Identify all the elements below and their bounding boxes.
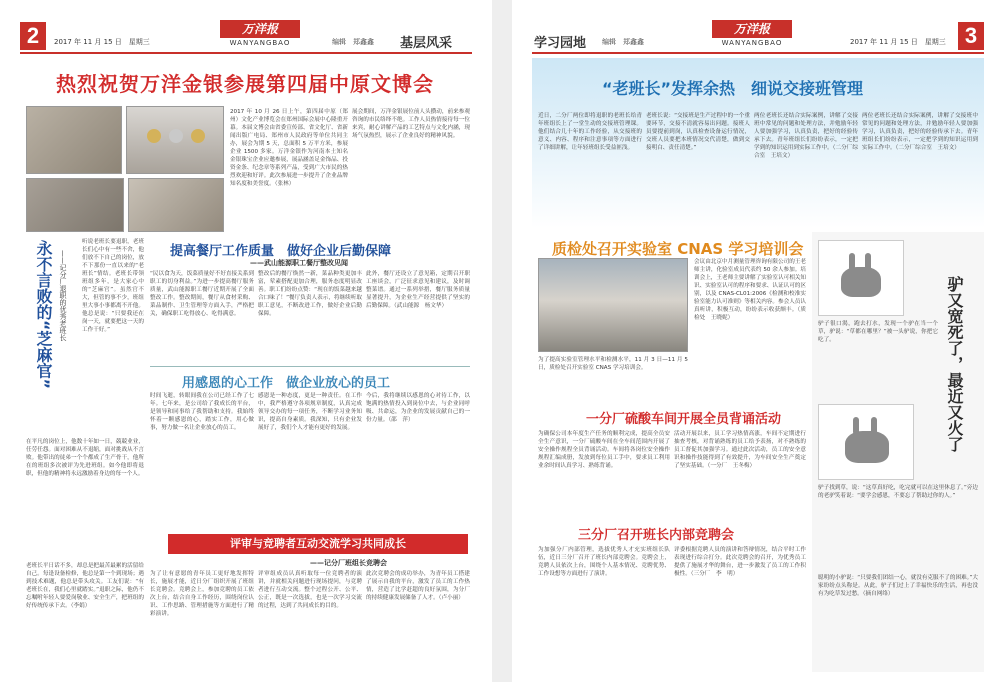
- gratitude-col3: 今后，我将继续以感恩的心对待工作，以饱满的热情投入到岗位中去，与企业同呼吸、共命运，为企业的发展贡献自己的一份力量。（邵 萍）: [366, 393, 470, 423]
- expo-photo-crowd: [128, 178, 224, 232]
- humor-text-3: 聪明的小驴说：“只要我们团结一心，就没有克服不了的困难。”大家纷纷点头称是。从此，驴子们过上了幸福快乐的生活，再也没有为吃草发过愁。（摘自网络）: [818, 575, 978, 597]
- election-subtitle: ——记分厂班组长竞聘会: [310, 559, 387, 567]
- right-section-name: 学习园地: [534, 36, 587, 51]
- veteran-col4: 两位老班长还结合实际案例，讲解了交接班中常见的问题和处理方法，并勉励年轻人要加强学习，认真负责，把好的经验传承下去。青年班组长们纷纷表示，一定把学到的知识运用到实际工作中。（二分厂综合室 王培文）: [862, 113, 978, 151]
- veteran-col2: 老班长说：“交接班是生产过程中的一个重要环节，交接不清就容易出问题。接班人员要提前到岗，认真检查设备运行情况，交班人员要把本班情况交代清楚，做到交接明白、责任清楚。”: [646, 113, 750, 151]
- cnas-body: 会议由北京中月测量管理咨询有限公司的王老师主讲，化验室成员代表约 50 余人参加。培训会上，王老师主要讲解了实验室认可相关知识、实验室认可的程序和要求、认证认可的区别，以及 CNAS-CL01:2006《检测和校准实验室能力认可准则》等相关内容。参会人员认真听讲，积极互动，纷纷表示收获颇丰。（质检处 王晓妮）: [694, 259, 806, 321]
- rule-canteen: [150, 366, 470, 367]
- canteen-col2: 整改后的餐厅焕然一新，菜品种类更加丰富，荤素搭配更加合理，服务态度明显改善。职工们纷纷点赞：“现在的饭菜越来越合口味了！”餐厅负责人表示，将继续听取职工意见，不断改进工作，做好企业后勤保障。: [258, 271, 362, 317]
- left-editor: 编辑 郑鑫鑫: [332, 38, 374, 46]
- branch3-col2: 评委根据竞聘人员的演讲和答辩情况，结合平时工作表现进行综合打分。此次竞聘会的召开，为优秀员工提供了施展才华的舞台，进一步激发了员工的工作积极性。（三分厂 李 明）: [674, 547, 806, 577]
- feature-story-col1: 听说老班长要退职，老班长们心中有一些不舍，他们放不下自己的岗位，放不下那份一直以来的“老班长”情结。老班长带领班组多年，是大家心中的“芝麻官”。虽然官不大，但管的事不少，班组里大事小事都离不开他。他总是说：“只要我还在岗一天，就要把这一天的工作干好。”: [82, 239, 144, 333]
- veteran-col3: 两位老班长还结合实际案例，讲解了交接班中常见的问题和处理方法，并勉励年轻人要加强学习，认真负责，把好的经验传承下去。青年班组长们纷纷表示，一定把学到的知识运用到实际工作中。（二分厂综合室 王培文）: [754, 113, 858, 159]
- election-col3: 此次竞聘会的成功举办，为青年员工搭建了展示自我的平台，激发了员工的工作热情，营造了比学赶超的良好氛围，为分厂的持续健康发展储备了人才。（卢小丽）: [366, 571, 470, 601]
- right-masthead: [712, 20, 792, 50]
- cnas-photo: [538, 258, 688, 352]
- expo-photo-visitors: [26, 106, 122, 174]
- expo-photo-booth: [26, 178, 124, 232]
- feature-story-col2: 在平凡的岗位上，他数十年如一日，兢兢业业，任劳任怨。面对困难从不退缩，面对挑战从不言败。他带出的徒弟一个个都成了生产骨干，他所在的班组多次被评为先进班组。如今他即将退职，但他的精神将永远激励着身边的每一个人。: [26, 439, 144, 477]
- election-banner: 评审与竞聘者互动交流学习共同成长: [168, 534, 468, 554]
- expo-photo-display: [126, 106, 224, 174]
- veteran-col1: 近日，二分厂两位即将退职的老班长给青年班组长上了一堂生动的交接班管理课。他们结合几十年的工作经验，从交接班的意义、内容、程序和注意事项等方面进行了详细讲解，让年轻班组长受益匪浅。: [538, 113, 642, 151]
- gratitude-col1: 时间飞逝，转眼间我在公司已经工作了七年。七年来，是公司给了我成长的平台，是领导和同事给了我帮助和支持。我始终怀着一颗感恩的心，踏实工作，用心做事，努力做一名让企业放心的员工。: [150, 393, 254, 431]
- expo-article-body-2: 展会期间，万洋金银展位前人头攒动，前来参观咨询的市民络绎不绝。工作人员热情接待每一位来宾，耐心讲解产品的工艺特点与文化内涵，现场气氛热烈，展示了企业良好的精神风貌。: [352, 109, 470, 139]
- canteen-title: 提高餐厅工作质量 做好企业后勤保障: [170, 244, 392, 259]
- expo-headline: 热烈祝贺万洋金银参展第四届中原文博会: [56, 72, 434, 96]
- sulfuric-col2: 活动开展以来，员工学习热情高涨，车间不定期进行抽查考核，对背诵熟练的员工给予表扬，对不熟练的员工督促其加强学习。通过此次活动，员工的安全意识和操作技能得到了有效提升，为车间安全生产奠定了坚实基础。（一分厂 王冬梅）: [674, 431, 806, 469]
- canteen-col1: “民以食为天，饭菜质量好不好直接关系到职工的切身利益。”为进一步提高餐厅服务质量，武山能源职工餐厅近期开展了全面整改工作。整改期间，餐厅从食材采购、菜品制作、卫生管理等方面入手，严格把关，确保职工吃得放心、吃得满意。: [150, 271, 254, 317]
- right-header: [532, 20, 984, 54]
- branch3-col1: 为加强分厂内部管理，选拔优秀人才充实班组长队伍，近日三分厂召开了班长内部竞聘会。竞聘会上，竞聘人员依次上台，围绕个人基本情况、竞聘优势、工作设想等方面进行了演讲。: [538, 547, 670, 577]
- left-masthead: [220, 20, 300, 50]
- humor-vertical-title: 驴又宽死了，最近又火了: [945, 276, 964, 452]
- expo-article-body: 2017 年 10 月 26 日上午，第四届中原（郑州）文化产业博览会在郑州国际会展中心隆重开幕。本届文博会由省委宣传部、省文化厅、省新闻出版广电局、郑州市人民政府等单位共同主办，展会为期 5 天，总面积 5 万平方米，参展企业 1500 多家。万洋金银作为河南本土知名金银珠宝企业应邀参展，展品涵盖足金饰品、投资金条、纪念章等系列产品，受到广大市民的热烈欢迎和好评。此次参展进一步提升了企业品牌知名度和美誉度。（张林）: [230, 109, 348, 187]
- feature-story-col3: 老班长平日话不多，却总是把最苦最累的活留给自己。每逢设备检修，他总是第一个到现场；遇到技术难题，他总是带头攻关。工友们说：“有老班长在，我们心里就踏实。”退职之际，他仍不忘嘱咐年轻人要爱岗敬业、安全生产，把班组的好传统传承下去。（李娟）: [26, 563, 144, 609]
- right-masthead-en: WANYANGBAO: [721, 39, 783, 47]
- left-masthead-title: 万洋报: [220, 20, 300, 38]
- donkey-illustration-2: [818, 404, 914, 480]
- gratitude-title: 用感恩的心工作 做企业放心的员工: [182, 376, 391, 391]
- left-date: 2017 年 11 月 15 日 星期三: [54, 38, 150, 46]
- feature-vertical-subtitle: ——记分厂退职的优秀老班长: [59, 250, 67, 341]
- cnas-title: 质检处召开实验室 CNAS 学习培训会: [552, 240, 804, 258]
- left-header: [20, 20, 472, 54]
- right-masthead-title: 万洋报: [712, 20, 792, 38]
- right-date: 2017 年 11 月 15 日 星期三: [850, 38, 946, 46]
- canteen-subtitle: ——武山能源职工餐厅整改见闻: [250, 259, 348, 267]
- right-page-number: 3: [958, 22, 984, 50]
- left-section-name: 基层风采: [400, 36, 453, 51]
- right-editor: 编辑 郑鑫鑫: [602, 38, 644, 46]
- donkey-illustration-1: [818, 240, 904, 316]
- humor-text-1: 驴子很口渴，跑去打水，发现一个驴在当一个草，驴说：“草都在哪里？”被一头驴说，你把它吃了。: [818, 321, 938, 343]
- gratitude-col2: 感恩是一种态度，更是一种责任。在工作中，我严格遵守各项规章制度，认真完成领导交办的每一项任务，不断学习业务知识，提高自身素质。我深知，只有企业发展好了，我们个人才能有更好的发展。: [258, 393, 362, 431]
- canteen-col3: 此外，餐厅还设立了意见箱，定期召开职工座谈会，广泛征求意见和建议，及时调整菜谱。通过一系列举措，餐厅服务质量显著提升，为企业生产经营提供了坚实的后勤保障。（武山能源 杨文华）: [366, 271, 470, 309]
- spread-gutter: [492, 0, 512, 682]
- branch3-title: 三分厂召开班长内部竞聘会: [578, 528, 735, 543]
- cnas-caption: 为了提高实验室管理水平和检测水平，11 月 3 日—11 月 5 日，质检处召开实验室 CNAS 学习培训会。: [538, 357, 688, 371]
- sulfuric-col1: 为确保公司本年度生产任务的顺利完成，提高全员安全生产意识，一分厂硫酸车间在全车间范围内开展了安全操作规程全员背诵活动。车间将各岗位安全操作规程汇编成册，发放到每位员工手中，要求员工利用业余时间认真学习、熟练背诵。: [538, 431, 670, 469]
- left-page: [0, 0, 492, 682]
- sulfuric-title: 一分厂硫酸车间开展全员背诵活动: [586, 412, 782, 427]
- veteran-headline: “老班长”发挥余热 细说交接班管理: [602, 79, 864, 98]
- left-masthead-en: WANYANGBAO: [229, 39, 291, 47]
- left-page-number: 2: [20, 22, 46, 50]
- election-col2: 评审组成员认真听取每一位竞聘者的演讲，并就相关问题进行现场提问，与竞聘者进行互动交流。整个过程公开、公平、公正，既是一次选拔，也是一次学习交流的过程，达到了共同成长的目的。: [258, 571, 362, 609]
- right-page: [512, 0, 1004, 682]
- humor-text-2: 驴子找到草，说：“这草真好吃，吃完就可以在这里休息了。”旁边的老驴笑着说：“要学会感恩，不要忘了帮助过你的人。”: [818, 485, 978, 499]
- feature-vertical-title: 永不言败的“芝麻官”: [34, 240, 53, 390]
- election-col1: 为了让有意愿的青年员工更好地发挥特长，施展才能，近日分厂组织开展了班组长竞聘会。竞聘会上，参加竞聘的员工依次上台，结合自身工作经历，围绕岗位认识、工作思路、管理措施等方面进行了精彩演讲。: [150, 571, 254, 617]
